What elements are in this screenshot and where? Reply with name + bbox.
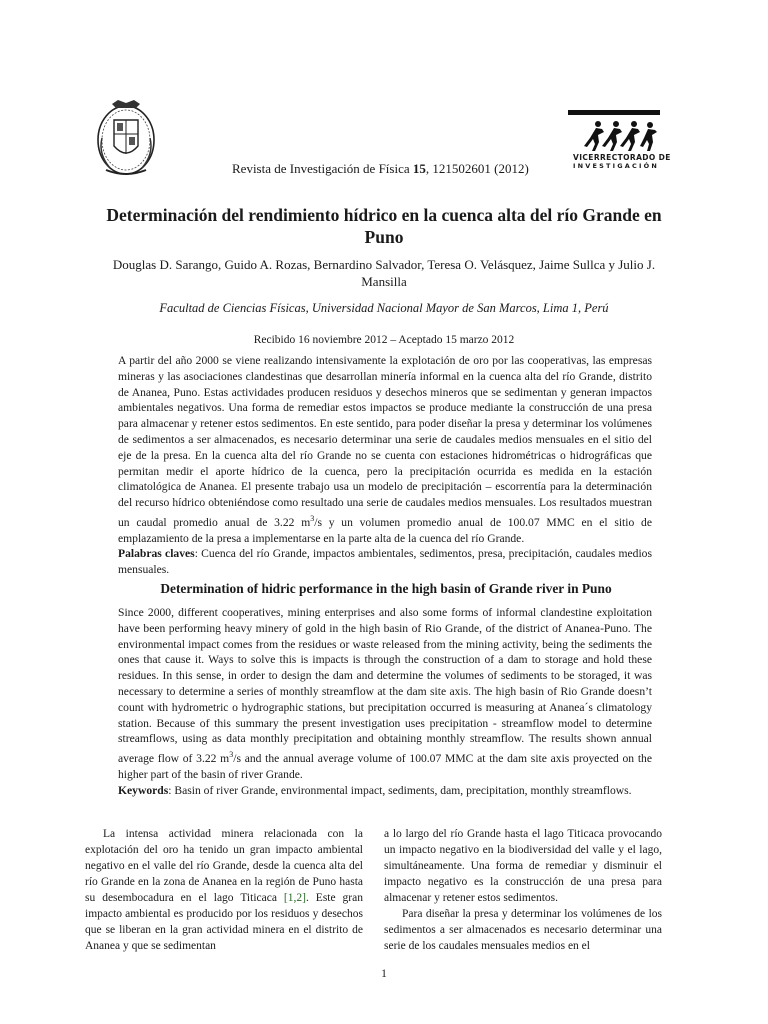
body-column-right	[384, 826, 662, 954]
citation-link[interactable]: [1,2]	[283, 892, 306, 904]
keywords-label-en: Keywords	[118, 783, 169, 797]
body-paragraph: Para diseñar la presa y determinar los volúmenes de los sedimentos a ser almacenados es necesario determinar una serie de los caudales mensuales medios en el	[384, 908, 662, 952]
logo-text-line1: VICERRECTORADO DE	[573, 153, 671, 162]
affiliation: Facultad de Ciencias Físicas, Universidad Nacional Mayor de San Marcos, Lima 1, Perú	[159, 301, 609, 315]
abstract-english: Since 2000, different cooperatives, mining enterprises and also some forms of informal clandestine exploitation have been performing heavy minery of gold in the high basin of Rio Grande, of the district of Ananea-Puno. The environmental impact comes from the residues or waste released from the mining activity, being the sediments the ones that cause it. Ways to solve this is impacts is through the construction of a dam to storage and hold these residues. In this sense, in order to design the dam and determine the volumes of sediments to be storaged, it was necessary to determine a series of monthly streamflow at the dam site axis. The high basin of Rio Grande doesn’t count with hydrometric o hydrographic stations, but precipitation occurred is measuring at Ananea´s climatology station. Because of this summary the present investigation uses precipitation - streamflow model to determine streamflows, using as data monthly precipitation and obtaining monthly streamflow. The results shown annual average flow of 3.22 $m^3/s$ and the annual average volume of 100.07 MMC at the dam site axis proyected on the higher part of the basin of river Grande. Keywords: Basin of river Grande, environmental impact, sediments, dam, precipitation, monthly streamflows.	[118, 606, 652, 797]
body-paragraph: La intensa actividad minera relacionada con la explotación del oro ha tenido un gran impacto ambiental negativo en el valle del río Grande, desde la cuenca alta del río Grande en la zona de Ananea en la región de Puno hasta su desembocadura en el lago Titicaca [1,2]. Este gran impacto ambiental es producido por los residuos y desechos que se liberan en la gran actividad minera en el distrito de Ananea y que se sedimentan	[85, 828, 363, 952]
received-accepted-dates: Recibido 16 noviembre 2012 – Aceptado 15 marzo 2012	[253, 334, 515, 346]
runners-icon	[582, 120, 658, 152]
logo-bar	[568, 110, 660, 115]
authors: Douglas D. Sarango, Guido A. Rozas, Bernardino Salvador, Teresa O. Velásquez, Jaime Sullca y Julio J. Mansilla	[112, 257, 656, 289]
vicerrectorado-logo	[568, 108, 671, 176]
abstract-spanish: A partir del año 2000 se viene realizando intensivamente la explotación de oro por las cooperativas, las empresas mineras y las asociaciones clandestinas que desarrollan minería informal en la cuenca alta del río Grande, distrito de Ananea, Puno. Estas actividades producen residuos y desechos mineros que se sedimentan y generan impactos ambientales negativos. Una forma de remediar estos impactos se produce mediante la construcción de una presa para almacenar y retener estos sedimentos. En este sentido, para poder diseñar la presa y determinar los volúmenes de sedimentos a ser almacenados, es necesario determinar una serie de caudales medios mensuales en el sitio del eje de la presa. En la cuenca alta del río Grande no se cuenta con estaciones hidrométricas o hidrográficas que permitan medir el aporte hídrico de la cuenca, pero la precipitación ocurrida es medida en la estación climatológica de Ananea. El presente trabajo usa un modelo de precipitación – escorrentía para la determinación del recurso hídrico obteniéndose como resultado una serie de caudales medios mensuales. Los resultados muestran un caudal promedio anual de 3.22 $m^3/s$ y un volumen promedio anual de 100.07 MMC en el sitio de emplazamiento de la presa a implementarse en la parte alta de la cuenca del río Grande. Palabras claves: Cuenca del río Grande, impactos ambientales, sedimentos, presa, precipitación, caudales medios mensuales.	[118, 354, 653, 577]
body-column-left	[85, 826, 363, 954]
paper-title: Determinación del rendimiento hídrico en la cuenca alta del río Grande en Puno	[106, 205, 662, 247]
logo-text-line2: INVESTIGACIÓN	[573, 162, 659, 170]
english-title: Determination of hidric performance in the high basin of Grande river in Puno	[160, 581, 612, 596]
university-seal-logo	[92, 98, 160, 178]
page-number: 1	[381, 968, 387, 980]
journal-citation: Revista de Investigación de Física 15, 121502601 (2012)	[232, 161, 529, 176]
keywords-label-es: Palabras claves	[118, 547, 195, 561]
body-paragraph: a lo largo del río Grande hasta el lago Titicaca provocando un impacto negativo en la biodiversidad del valle y el lago, simultáneamente. Una forma de remediar y disminuir el impacto negativo es la construcción de una presa para almacenar y retener estos sedimentos.	[384, 828, 662, 904]
